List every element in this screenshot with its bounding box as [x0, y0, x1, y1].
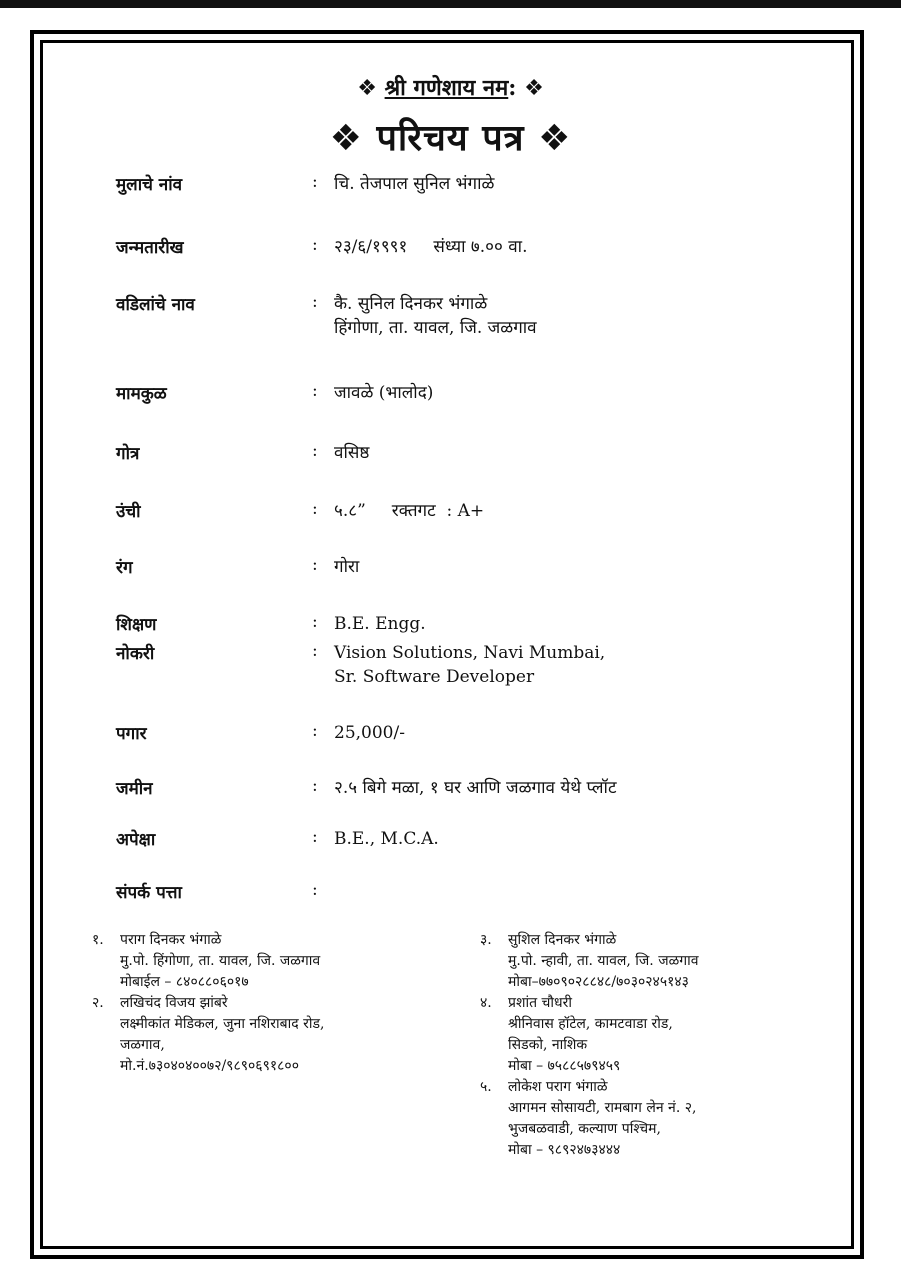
contact-line: मु.पो. हिंगोणा, ता. यावल, जि. जळगाव [120, 953, 321, 969]
field-colon: : [312, 235, 318, 255]
field-value: B.E. Engg. [334, 614, 426, 634]
field-label: अपेक्षा [116, 830, 156, 850]
contact-line: मु.पो. न्हावी, ता. यावल, जि. जळगाव [508, 953, 699, 969]
field-label: मामकुळ [116, 384, 167, 404]
ornament-icon: ❖ [357, 76, 377, 101]
contact-line: श्रीनिवास हॉटेल, कामटवाडा रोड, [508, 1016, 673, 1032]
contact-number: २. [92, 995, 104, 1011]
ornament-icon: ❖ [524, 76, 544, 101]
field-value: २.५ बिगे मळा, १ घर आणि जळगाव येथे प्लॉट [334, 778, 617, 798]
field-label: पगार [116, 724, 147, 744]
field-colon: : [312, 292, 318, 312]
field-value [334, 499, 484, 523]
field-colon: : [312, 827, 318, 847]
invocation-line [0, 72, 901, 102]
contact-name: लोकेश पराग भंगाळे [508, 1079, 608, 1095]
field-colon: : [312, 776, 318, 796]
field-label: शिक्षण [116, 615, 157, 635]
blood-group-value: : A+ [446, 501, 485, 521]
father-name: कै. सुनिल दिनकर भंगाळे [334, 294, 488, 314]
contact-number: ३. [480, 932, 492, 948]
top-edge-bar [0, 0, 901, 8]
field-value [334, 292, 537, 340]
contact-entry [480, 1077, 699, 1161]
contact-number: ५. [480, 1079, 492, 1095]
field-value [334, 641, 605, 689]
field-colon: : [312, 499, 318, 519]
contact-entry [92, 993, 324, 1077]
page-title: परिचय पत्र [376, 117, 525, 159]
invocation-text: श्री गणेशाय नम [384, 75, 509, 101]
ornament-icon: ❖ [538, 118, 572, 159]
contact-line: भुजबळवाडी, कल्याण पश्चिम, [508, 1121, 661, 1137]
job-role: Sr. Software Developer [334, 667, 535, 687]
field-label: जन्मतारीख [116, 238, 184, 258]
field-label: रंग [116, 558, 133, 578]
field-value: जावळे (भालोद) [334, 383, 434, 403]
field-colon: : [312, 641, 318, 661]
field-label: जमीन [116, 779, 153, 799]
contact-line: लक्ष्मीकांत मेडिकल, जुना नशिराबाद रोड, [120, 1016, 325, 1032]
blood-group-label: रक्तगट [391, 501, 436, 521]
job-company: Vision Solutions, Navi Mumbai, [334, 643, 606, 663]
contact-name: लखिचंद विजय झांबरे [120, 995, 228, 1011]
field-value: गोरा [334, 557, 360, 577]
field-colon: : [312, 880, 318, 900]
contact-phone: मोबा–७७०९०२८८४८/७०३०२४५१४३ [508, 974, 689, 990]
contact-number: ४. [480, 995, 492, 1011]
field-value: B.E., M.C.A. [334, 829, 439, 849]
ornament-icon: ❖ [329, 118, 363, 159]
contact-phone: मोबा – ९८९२४७३४४४ [508, 1142, 621, 1158]
contact-entry [480, 930, 699, 993]
field-label: वडिलांचे नाव [116, 295, 195, 315]
field-value: वसिष्ठ [334, 443, 370, 463]
contact-phone: मो.नं.७३०४०४००७२/९८९०६९१८०० [120, 1058, 299, 1074]
page-title-line [0, 112, 901, 161]
contact-line: आगमन सोसायटी, रामबाग लेन नं. २, [508, 1100, 697, 1116]
field-value [334, 235, 527, 259]
dob-date: २३/६/१९९१ [334, 237, 408, 257]
field-label: नोकरी [116, 644, 155, 664]
contact-entry [480, 993, 699, 1077]
contact-line: जळगाव, [120, 1037, 165, 1053]
field-value: 25,000/- [334, 723, 405, 743]
field-colon: : [312, 381, 318, 401]
field-label: उंची [116, 502, 141, 522]
contact-name: पराग दिनकर भंगाळे [120, 932, 222, 948]
field-colon: : [312, 172, 318, 192]
field-colon: : [312, 721, 318, 741]
field-colon: : [312, 441, 318, 461]
contact-name: प्रशांत चौधरी [508, 995, 573, 1011]
dob-time: संध्या ७.०० वा. [433, 237, 528, 257]
field-value: चि. तेजपाल सुनिल भंगाळे [334, 174, 495, 194]
contact-name: सुशिल दिनकर भंगाळे [508, 932, 617, 948]
contacts-left-column [92, 930, 324, 1077]
contact-phone: मोबाईल – ८४०८८०६०१७ [120, 974, 249, 990]
contact-entry [92, 930, 324, 993]
field-label: गोत्र [116, 444, 140, 464]
field-colon: : [312, 555, 318, 575]
field-label: मुलाचे नांव [116, 175, 183, 195]
contact-line: सिडको, नाशिक [508, 1037, 588, 1053]
father-address: हिंगोणा, ता. यावल, जि. जळगाव [334, 318, 537, 338]
field-label: संपर्क पत्ता [116, 883, 182, 903]
height-value: ५.८” [334, 501, 366, 521]
field-colon: : [312, 612, 318, 632]
contacts-right-column [480, 930, 699, 1161]
contact-phone: मोबा – ७५८८५७९४५९ [508, 1058, 621, 1074]
contact-number: १. [92, 932, 104, 948]
invocation-suffix: : [508, 75, 517, 101]
